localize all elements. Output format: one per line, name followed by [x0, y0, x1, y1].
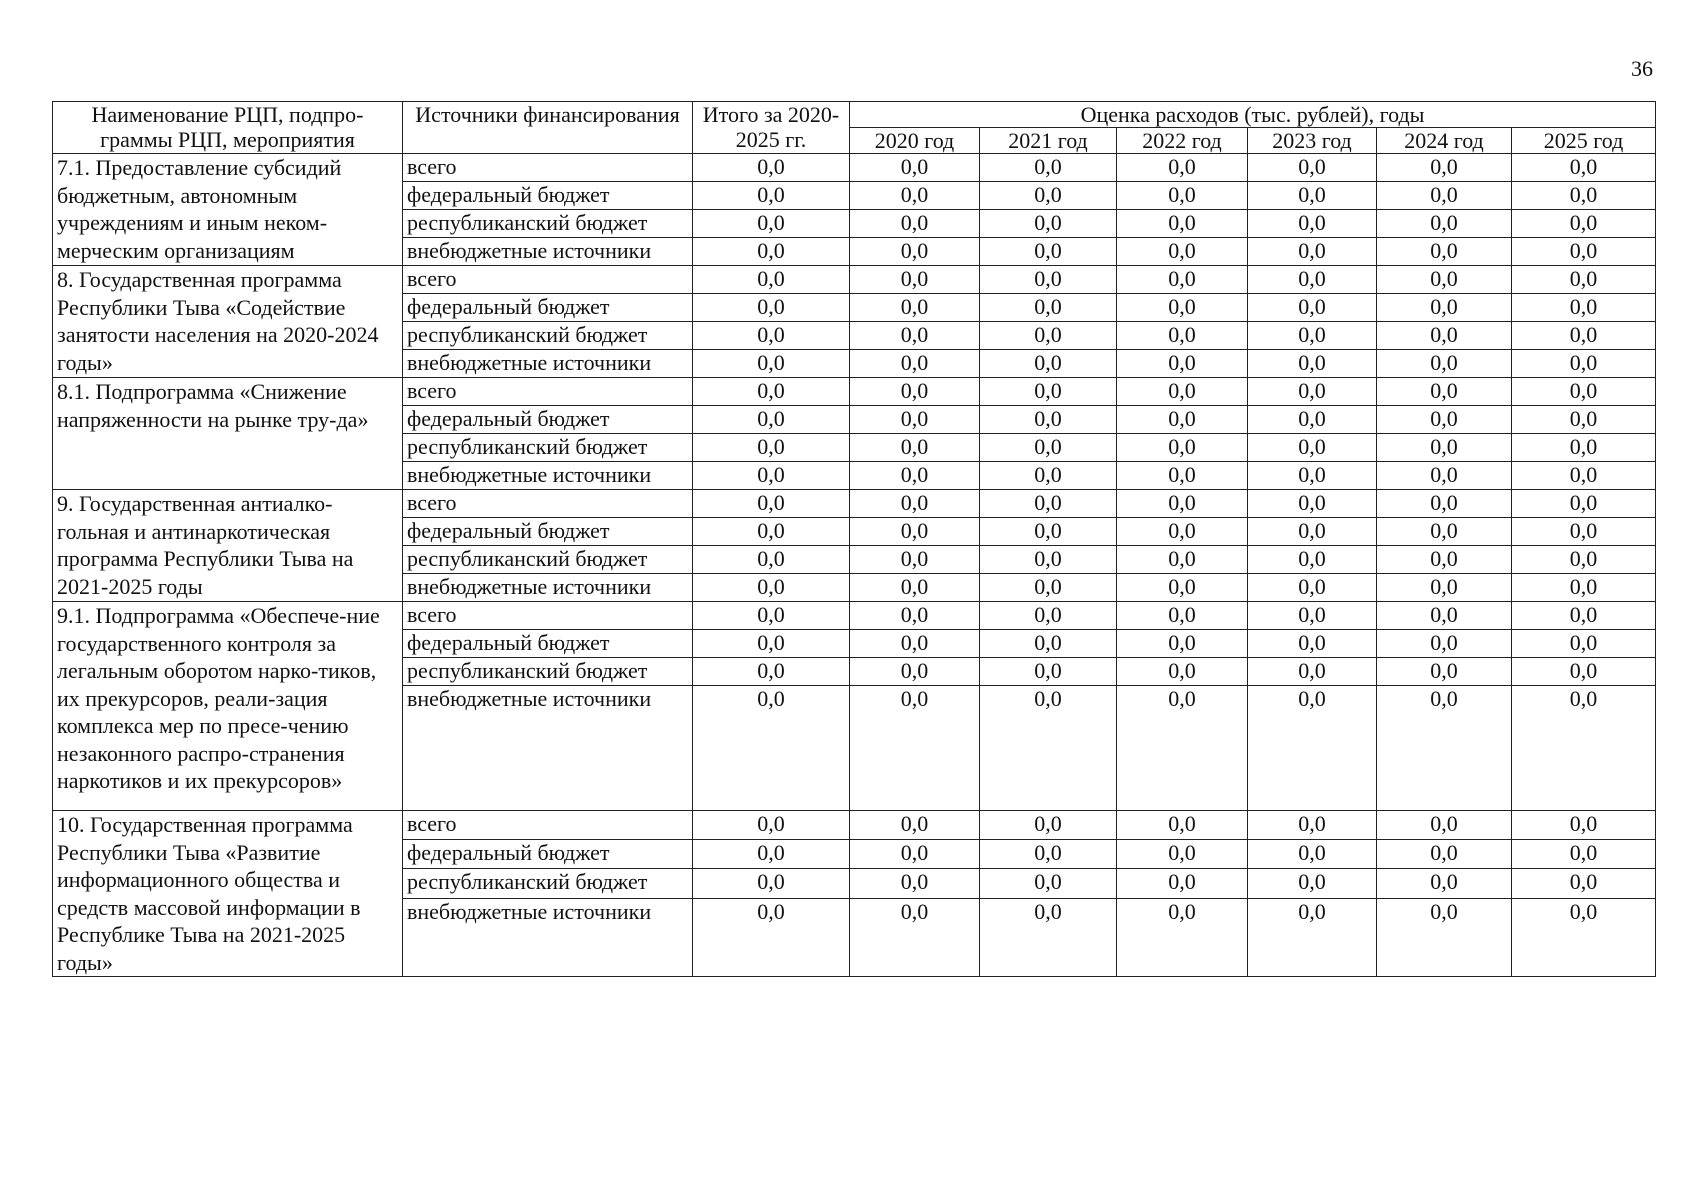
budget-table — [52, 101, 1656, 977]
value-2024: 0,0 — [1377, 686, 1512, 811]
funding-source: всего — [403, 811, 693, 840]
value-2025: 0,0 — [1512, 811, 1656, 840]
funding-source: внебюджетные источники — [403, 350, 693, 378]
value-2022: 0,0 — [1117, 686, 1248, 811]
value-2021: 0,0 — [980, 182, 1117, 210]
table-row — [53, 266, 1656, 294]
value-2022: 0,0 — [1117, 898, 1248, 976]
header-year-2025: 2025 год — [1512, 128, 1656, 154]
page-number: 36 — [1631, 56, 1653, 81]
value-2025: 0,0 — [1512, 378, 1656, 406]
value-2024: 0,0 — [1377, 840, 1512, 869]
table-row — [53, 490, 1656, 518]
value-2024: 0,0 — [1377, 811, 1512, 840]
value-2020: 0,0 — [850, 602, 980, 630]
value-2020: 0,0 — [850, 869, 980, 898]
value-2024: 0,0 — [1377, 266, 1512, 294]
funding-source: республиканский бюджет — [403, 658, 693, 686]
funding-source: внебюджетные источники — [403, 462, 693, 490]
header-year-2022: 2022 год — [1117, 128, 1248, 154]
value-total: 0,0 — [693, 182, 850, 210]
value-2022: 0,0 — [1117, 210, 1248, 238]
value-2020: 0,0 — [850, 462, 980, 490]
value-total: 0,0 — [693, 490, 850, 518]
value-2025: 0,0 — [1512, 686, 1656, 811]
value-2023: 0,0 — [1248, 574, 1377, 602]
value-2021: 0,0 — [980, 490, 1117, 518]
funding-source: республиканский бюджет — [403, 322, 693, 350]
value-total: 0,0 — [693, 630, 850, 658]
value-total: 0,0 — [693, 686, 850, 811]
header-year-2021: 2021 год — [980, 128, 1117, 154]
value-2024: 0,0 — [1377, 462, 1512, 490]
value-2023: 0,0 — [1248, 238, 1377, 266]
value-2022: 0,0 — [1117, 378, 1248, 406]
value-total: 0,0 — [693, 840, 850, 869]
value-2020: 0,0 — [850, 238, 980, 266]
value-2023: 0,0 — [1248, 869, 1377, 898]
value-2022: 0,0 — [1117, 869, 1248, 898]
value-2023: 0,0 — [1248, 898, 1377, 976]
value-2021: 0,0 — [980, 350, 1117, 378]
value-total: 0,0 — [693, 658, 850, 686]
header-year-2024: 2024 год — [1377, 128, 1512, 154]
value-2025: 0,0 — [1512, 462, 1656, 490]
value-2023: 0,0 — [1248, 322, 1377, 350]
funding-source: всего — [403, 378, 693, 406]
value-2020: 0,0 — [850, 322, 980, 350]
value-2023: 0,0 — [1248, 182, 1377, 210]
value-2022: 0,0 — [1117, 350, 1248, 378]
value-2022: 0,0 — [1117, 294, 1248, 322]
program-name: 8.1. Подпрограмма «Снижение напряженности на рынке тру-да» — [53, 378, 403, 490]
table-row — [53, 811, 1656, 840]
value-2024: 0,0 — [1377, 546, 1512, 574]
value-2023: 0,0 — [1248, 154, 1377, 182]
value-2020: 0,0 — [850, 434, 980, 462]
value-2023: 0,0 — [1248, 434, 1377, 462]
value-2025: 0,0 — [1512, 182, 1656, 210]
value-2024: 0,0 — [1377, 210, 1512, 238]
value-2022: 0,0 — [1117, 434, 1248, 462]
value-2024: 0,0 — [1377, 490, 1512, 518]
value-total: 0,0 — [693, 602, 850, 630]
program-name: 10. Государственная программа Республики Тыва «Развитие информационного общества и средств массовой информации в Республике Тыва на 2021-2025 годы» — [53, 811, 403, 977]
value-2025: 0,0 — [1512, 210, 1656, 238]
value-2025: 0,0 — [1512, 602, 1656, 630]
value-2022: 0,0 — [1117, 811, 1248, 840]
value-2020: 0,0 — [850, 182, 980, 210]
value-2023: 0,0 — [1248, 378, 1377, 406]
value-total: 0,0 — [693, 154, 850, 182]
value-total: 0,0 — [693, 546, 850, 574]
value-2020: 0,0 — [850, 811, 980, 840]
value-2024: 0,0 — [1377, 898, 1512, 976]
value-2024: 0,0 — [1377, 869, 1512, 898]
funding-source: федеральный бюджет — [403, 840, 693, 869]
value-2025: 0,0 — [1512, 898, 1656, 976]
value-2025: 0,0 — [1512, 350, 1656, 378]
funding-source: республиканский бюджет — [403, 869, 693, 898]
value-2020: 0,0 — [850, 898, 980, 976]
value-2024: 0,0 — [1377, 154, 1512, 182]
value-2023: 0,0 — [1248, 462, 1377, 490]
value-2023: 0,0 — [1248, 658, 1377, 686]
value-2024: 0,0 — [1377, 602, 1512, 630]
table-row — [53, 154, 1656, 182]
funding-source: федеральный бюджет — [403, 294, 693, 322]
program-name: 9. Государственная антиалко-гольная и антинаркотическая программа Республики Тыва на 2021-2025 годы — [53, 490, 403, 602]
value-2023: 0,0 — [1248, 686, 1377, 811]
value-2021: 0,0 — [980, 869, 1117, 898]
value-2022: 0,0 — [1117, 518, 1248, 546]
funding-source: федеральный бюджет — [403, 518, 693, 546]
value-2025: 0,0 — [1512, 546, 1656, 574]
table-row — [53, 378, 1656, 406]
value-total: 0,0 — [693, 434, 850, 462]
value-2020: 0,0 — [850, 266, 980, 294]
value-2025: 0,0 — [1512, 518, 1656, 546]
value-2021: 0,0 — [980, 294, 1117, 322]
value-2021: 0,0 — [980, 434, 1117, 462]
value-total: 0,0 — [693, 350, 850, 378]
value-2024: 0,0 — [1377, 350, 1512, 378]
funding-source: внебюджетные источники — [403, 686, 693, 811]
value-total: 0,0 — [693, 294, 850, 322]
value-2021: 0,0 — [980, 546, 1117, 574]
value-2022: 0,0 — [1117, 238, 1248, 266]
value-2020: 0,0 — [850, 350, 980, 378]
value-2021: 0,0 — [980, 686, 1117, 811]
funding-source: федеральный бюджет — [403, 182, 693, 210]
value-2022: 0,0 — [1117, 546, 1248, 574]
value-2023: 0,0 — [1248, 406, 1377, 434]
table-row — [53, 602, 1656, 630]
value-2020: 0,0 — [850, 378, 980, 406]
value-2020: 0,0 — [850, 574, 980, 602]
value-2022: 0,0 — [1117, 840, 1248, 869]
header-sources: Источники финансирования — [403, 102, 693, 154]
header-estimate: Оценка расходов (тыс. рублей), годы — [850, 102, 1656, 128]
value-2021: 0,0 — [980, 658, 1117, 686]
value-2023: 0,0 — [1248, 602, 1377, 630]
value-total: 0,0 — [693, 378, 850, 406]
value-total: 0,0 — [693, 518, 850, 546]
value-2022: 0,0 — [1117, 574, 1248, 602]
header-year-2020: 2020 год — [850, 128, 980, 154]
value-2024: 0,0 — [1377, 574, 1512, 602]
program-name: 7.1. Предоставление субсидий бюджетным, автономным учреждениям и иным неком-мерческим организациям — [53, 154, 403, 266]
value-2024: 0,0 — [1377, 658, 1512, 686]
value-2025: 0,0 — [1512, 574, 1656, 602]
value-2023: 0,0 — [1248, 210, 1377, 238]
program-name: 9.1. Подпрограмма «Обеспече-ние государственного контроля за легальным оборотом нарко-тиков, их прекурсоров, реали-зация комплекса мер по пресе-чению незаконного распро-странения наркотиков и их прекурсоров» — [53, 602, 403, 811]
funding-source: федеральный бюджет — [403, 630, 693, 658]
value-2021: 0,0 — [980, 462, 1117, 490]
value-total: 0,0 — [693, 574, 850, 602]
value-2025: 0,0 — [1512, 238, 1656, 266]
value-2020: 0,0 — [850, 154, 980, 182]
value-2023: 0,0 — [1248, 811, 1377, 840]
value-2023: 0,0 — [1248, 266, 1377, 294]
value-2021: 0,0 — [980, 898, 1117, 976]
value-2024: 0,0 — [1377, 182, 1512, 210]
value-2021: 0,0 — [980, 518, 1117, 546]
value-2025: 0,0 — [1512, 434, 1656, 462]
value-2025: 0,0 — [1512, 630, 1656, 658]
funding-source: федеральный бюджет — [403, 406, 693, 434]
value-total: 0,0 — [693, 869, 850, 898]
value-2025: 0,0 — [1512, 869, 1656, 898]
value-2020: 0,0 — [850, 210, 980, 238]
value-2023: 0,0 — [1248, 294, 1377, 322]
value-2022: 0,0 — [1117, 602, 1248, 630]
value-2022: 0,0 — [1117, 462, 1248, 490]
value-total: 0,0 — [693, 266, 850, 294]
value-2021: 0,0 — [980, 630, 1117, 658]
value-2023: 0,0 — [1248, 630, 1377, 658]
value-2024: 0,0 — [1377, 238, 1512, 266]
value-2022: 0,0 — [1117, 630, 1248, 658]
value-2022: 0,0 — [1117, 266, 1248, 294]
value-2021: 0,0 — [980, 322, 1117, 350]
value-2021: 0,0 — [980, 238, 1117, 266]
value-2020: 0,0 — [850, 658, 980, 686]
funding-source: внебюджетные источники — [403, 898, 693, 976]
value-2022: 0,0 — [1117, 490, 1248, 518]
value-2020: 0,0 — [850, 518, 980, 546]
value-2020: 0,0 — [850, 630, 980, 658]
table-body — [53, 154, 1656, 977]
value-2021: 0,0 — [980, 210, 1117, 238]
value-2023: 0,0 — [1248, 546, 1377, 574]
value-2025: 0,0 — [1512, 490, 1656, 518]
value-2025: 0,0 — [1512, 322, 1656, 350]
value-2024: 0,0 — [1377, 406, 1512, 434]
value-total: 0,0 — [693, 462, 850, 490]
value-2024: 0,0 — [1377, 518, 1512, 546]
value-2020: 0,0 — [850, 840, 980, 869]
funding-source: всего — [403, 154, 693, 182]
funding-source: республиканский бюджет — [403, 434, 693, 462]
funding-source: всего — [403, 490, 693, 518]
value-total: 0,0 — [693, 322, 850, 350]
value-2020: 0,0 — [850, 546, 980, 574]
header-total: Итого за 2020-2025 гг. — [693, 102, 850, 154]
value-total: 0,0 — [693, 811, 850, 840]
value-2022: 0,0 — [1117, 658, 1248, 686]
value-2021: 0,0 — [980, 266, 1117, 294]
header-name: Наименование РЦП, подпро-граммы РЦП, мероприятия — [53, 102, 403, 154]
value-2021: 0,0 — [980, 378, 1117, 406]
value-2024: 0,0 — [1377, 434, 1512, 462]
value-2020: 0,0 — [850, 490, 980, 518]
value-2023: 0,0 — [1248, 518, 1377, 546]
value-2025: 0,0 — [1512, 406, 1656, 434]
value-2021: 0,0 — [980, 154, 1117, 182]
value-2025: 0,0 — [1512, 294, 1656, 322]
value-2025: 0,0 — [1512, 840, 1656, 869]
value-2024: 0,0 — [1377, 630, 1512, 658]
header-year-2023: 2023 год — [1248, 128, 1377, 154]
value-2024: 0,0 — [1377, 294, 1512, 322]
value-2020: 0,0 — [850, 406, 980, 434]
value-2021: 0,0 — [980, 811, 1117, 840]
value-total: 0,0 — [693, 238, 850, 266]
value-2025: 0,0 — [1512, 154, 1656, 182]
value-2021: 0,0 — [980, 602, 1117, 630]
table-header — [53, 102, 1656, 154]
value-2021: 0,0 — [980, 840, 1117, 869]
value-2020: 0,0 — [850, 686, 980, 811]
value-2021: 0,0 — [980, 406, 1117, 434]
value-2022: 0,0 — [1117, 182, 1248, 210]
funding-source: всего — [403, 266, 693, 294]
value-2025: 0,0 — [1512, 658, 1656, 686]
value-2023: 0,0 — [1248, 350, 1377, 378]
value-total: 0,0 — [693, 898, 850, 976]
value-total: 0,0 — [693, 406, 850, 434]
value-2022: 0,0 — [1117, 322, 1248, 350]
value-2024: 0,0 — [1377, 322, 1512, 350]
value-total: 0,0 — [693, 210, 850, 238]
funding-source: внебюджетные источники — [403, 574, 693, 602]
funding-source: республиканский бюджет — [403, 546, 693, 574]
value-2022: 0,0 — [1117, 406, 1248, 434]
funding-source: внебюджетные источники — [403, 238, 693, 266]
value-2023: 0,0 — [1248, 840, 1377, 869]
value-2024: 0,0 — [1377, 378, 1512, 406]
value-2025: 0,0 — [1512, 266, 1656, 294]
funding-source: всего — [403, 602, 693, 630]
value-2022: 0,0 — [1117, 154, 1248, 182]
value-2021: 0,0 — [980, 574, 1117, 602]
value-2023: 0,0 — [1248, 490, 1377, 518]
funding-source: республиканский бюджет — [403, 210, 693, 238]
program-name: 8. Государственная программа Республики Тыва «Содействие занятости населения на 2020-2024 годы» — [53, 266, 403, 378]
value-2020: 0,0 — [850, 294, 980, 322]
